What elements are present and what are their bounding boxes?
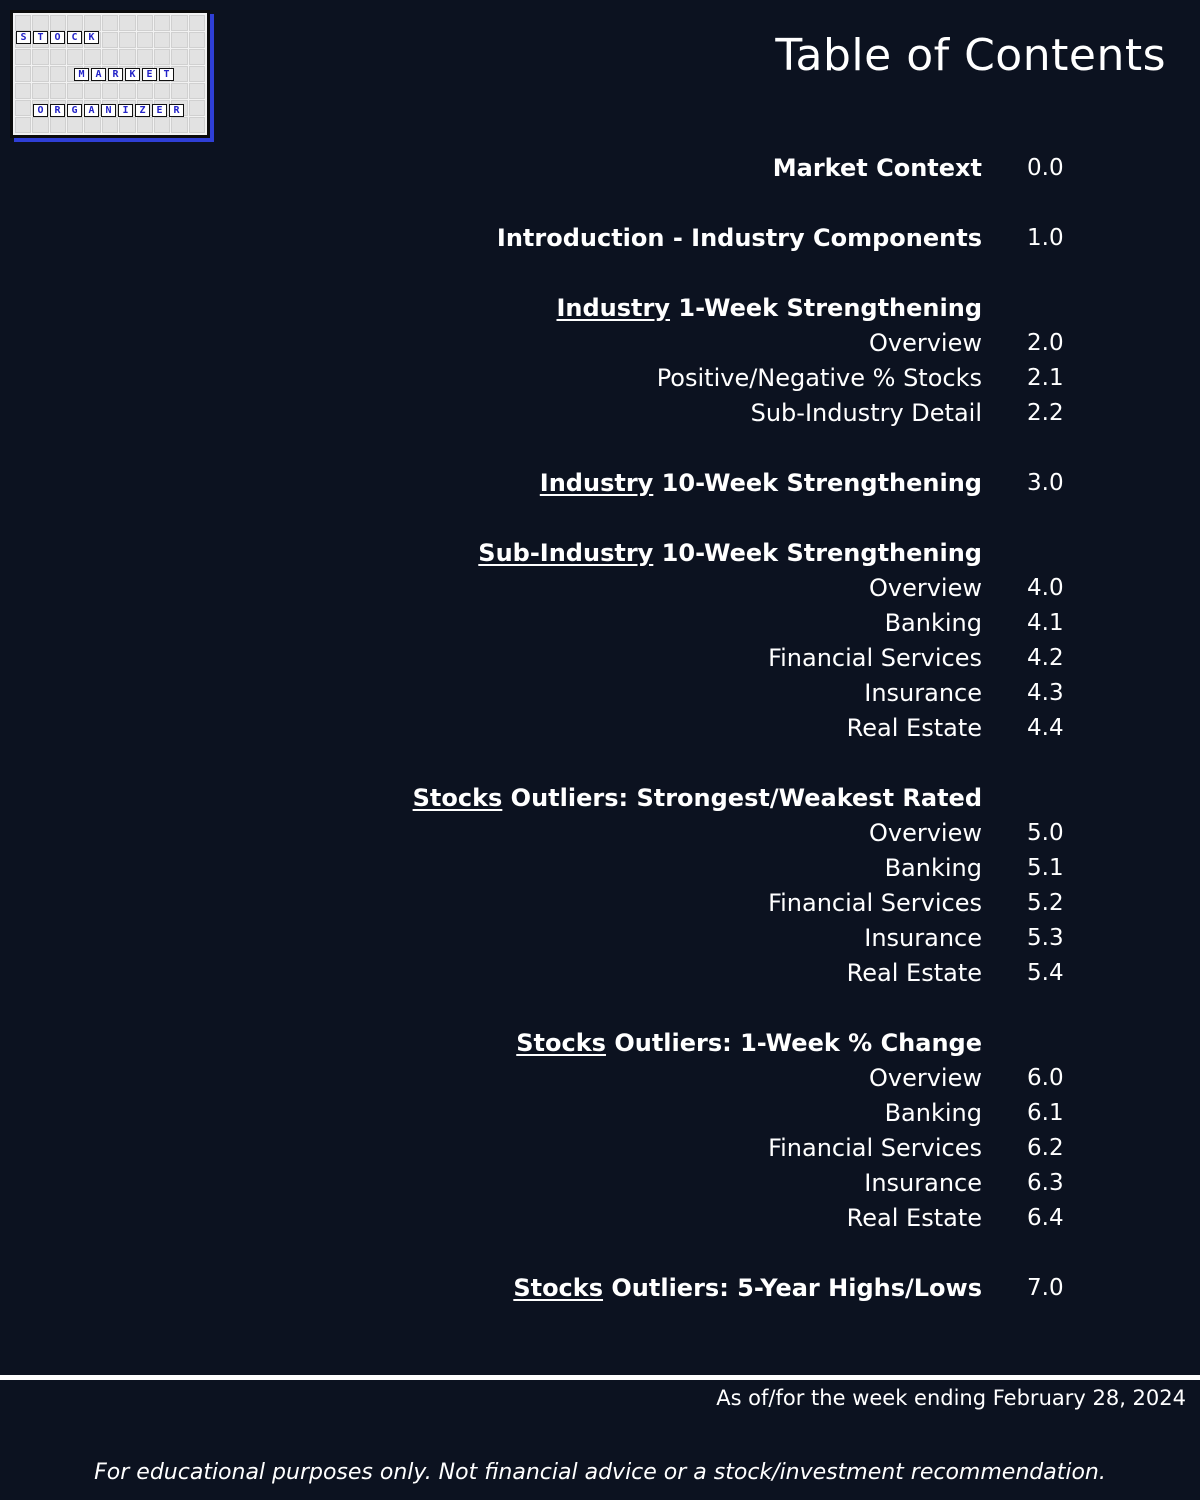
toc-section-row (0, 1270, 1200, 1305)
toc-entry-label (478, 539, 982, 567)
toc-section-row (0, 290, 1200, 325)
logo-grid-cell (15, 15, 31, 31)
toc-entry-number: 5.2 (1027, 889, 1064, 916)
logo-grid-cell (84, 49, 100, 65)
toc-subsection-row (0, 570, 1200, 605)
logo-letter-tile: R (108, 68, 123, 81)
logo-letter-tile: I (118, 104, 133, 117)
toc-entry-label (413, 784, 982, 812)
toc-entry-label (847, 959, 982, 987)
logo-grid-cell (32, 83, 48, 99)
toc-entry-label (864, 679, 982, 707)
logo-grid-cell (50, 66, 66, 82)
stock-market-organizer-logo (10, 10, 210, 138)
toc-entry-label (847, 1204, 982, 1232)
toc-subsection-row (0, 955, 1200, 990)
toc-subsection-row (0, 815, 1200, 850)
logo-word-stock (16, 31, 99, 44)
toc-section-row (0, 465, 1200, 500)
logo-grid-cell (189, 66, 205, 82)
toc-entry-number: 6.1 (1027, 1099, 1064, 1126)
toc-entry-title: Outliers: 5-Year Highs/Lows (603, 1273, 982, 1302)
toc-entry-title: Banking (884, 853, 982, 882)
toc-subsection-row (0, 325, 1200, 360)
toc-subsection-row (0, 605, 1200, 640)
toc-entry-label (751, 399, 982, 427)
toc-entry-label (540, 469, 982, 497)
toc-entry-number: 3.0 (1027, 469, 1064, 496)
logo-grid-cell (15, 49, 31, 65)
logo-grid-cell (189, 49, 205, 65)
logo-grid-cell (15, 117, 31, 133)
logo-letter-tile: G (67, 104, 82, 117)
toc-entry-title: Real Estate (846, 713, 982, 742)
logo-grid-cell (15, 66, 31, 82)
toc-subsection-row (0, 1060, 1200, 1095)
logo-grid-cell (171, 15, 187, 31)
toc-subsection-row (0, 1165, 1200, 1200)
toc-entry-label (869, 1064, 982, 1092)
logo-letter-tile: N (101, 104, 116, 117)
logo-letter-tile: A (84, 104, 99, 117)
toc-entry-title: Overview (869, 1063, 982, 1092)
toc-entry-category: Stocks (513, 1273, 604, 1302)
toc-entry-category: Sub-Industry (478, 538, 654, 567)
logo-grid-cell (189, 117, 205, 133)
toc-entry-title: Financial Services (768, 643, 982, 672)
table-of-contents (0, 150, 1200, 1305)
toc-entry-label (556, 294, 982, 322)
toc-entry-label (657, 364, 982, 392)
logo-word-market (74, 68, 174, 81)
toc-entry-label (513, 1274, 982, 1302)
toc-section-row (0, 220, 1200, 255)
toc-entry-number: 5.4 (1027, 959, 1064, 986)
toc-entry-label (869, 819, 982, 847)
logo-grid-cell (50, 49, 66, 65)
logo-grid-cell (171, 83, 187, 99)
toc-entry-title: Overview (869, 573, 982, 602)
logo-grid-cell (154, 49, 170, 65)
toc-entry-label (869, 329, 982, 357)
logo-grid-cell (32, 66, 48, 82)
toc-entry-label (847, 714, 982, 742)
toc-entry-title: Sub-Industry Detail (750, 398, 982, 427)
toc-entry-number: 0.0 (1027, 154, 1064, 181)
toc-entry-label (869, 574, 982, 602)
toc-subsection-row (0, 675, 1200, 710)
toc-entry-title: 10-Week Strengthening (653, 538, 982, 567)
toc-entry-title: Financial Services (768, 888, 982, 917)
logo-grid-cell (137, 83, 153, 99)
logo-grid-cell (154, 117, 170, 133)
logo-grid-cell (137, 32, 153, 48)
logo-letter-tile: O (33, 104, 48, 117)
toc-entry-title: 1-Week Strengthening (670, 293, 982, 322)
toc-entry-title: Overview (869, 328, 982, 357)
toc-entry-title: Financial Services (768, 1133, 982, 1162)
toc-entry-title: Insurance (864, 923, 982, 952)
toc-entry-title: Outliers: Strongest/Weakest Rated (502, 783, 982, 812)
toc-entry-number: 7.0 (1027, 1274, 1064, 1301)
logo-grid-cell (15, 83, 31, 99)
toc-entry-label (885, 609, 982, 637)
logo-grid-cell (189, 15, 205, 31)
toc-subsection-row (0, 1095, 1200, 1130)
logo-letter-tile: O (50, 31, 65, 44)
toc-entry-title: Overview (869, 818, 982, 847)
logo-grid-cell (189, 100, 205, 116)
logo-grid-cell (137, 15, 153, 31)
toc-entry-title: 10-Week Strengthening (653, 468, 982, 497)
logo-grid-cell (154, 32, 170, 48)
logo-grid-cell (32, 117, 48, 133)
toc-subsection-row (0, 710, 1200, 745)
logo-grid-cell (154, 15, 170, 31)
toc-subsection-row (0, 1200, 1200, 1235)
toc-entry-title: Banking (884, 608, 982, 637)
toc-entry-number: 6.4 (1027, 1204, 1064, 1231)
toc-subsection-row (0, 640, 1200, 675)
logo-grid-cell (15, 100, 31, 116)
toc-entry-title: Outliers: 1-Week % Change (605, 1028, 982, 1057)
toc-entry-label (864, 1169, 982, 1197)
toc-subsection-row (0, 885, 1200, 920)
toc-entry-category: Industry (556, 293, 671, 322)
logo-grid-cell (84, 117, 100, 133)
logo-grid-cell (102, 15, 118, 31)
toc-entry-number: 2.2 (1027, 399, 1064, 426)
logo-grid-cell (50, 117, 66, 133)
toc-entry-number: 6.3 (1027, 1169, 1064, 1196)
logo-grid-cell (102, 83, 118, 99)
toc-entry-number: 5.3 (1027, 924, 1064, 951)
logo-letter-tile: T (159, 68, 174, 81)
logo-grid-cell (67, 117, 83, 133)
toc-entry-title: Banking (884, 1098, 982, 1127)
toc-section-row (0, 1025, 1200, 1060)
toc-entry-number: 5.1 (1027, 854, 1064, 881)
toc-entry-number: 4.3 (1027, 679, 1064, 706)
toc-entry-number: 6.2 (1027, 1134, 1064, 1161)
toc-entry-number: 5.0 (1027, 819, 1064, 846)
logo-grid-cell (84, 83, 100, 99)
toc-entry-title: Positive/Negative % Stocks (656, 363, 982, 392)
toc-subsection-row (0, 1130, 1200, 1165)
logo-letter-tile: Z (135, 104, 150, 117)
footer-divider (0, 1375, 1200, 1380)
toc-entry-number: 6.0 (1027, 1064, 1064, 1091)
logo-grid-cell (171, 117, 187, 133)
toc-entry-number: 1.0 (1027, 224, 1064, 251)
toc-entry-label (516, 1029, 982, 1057)
toc-entry-title: Introduction - Industry Components (496, 223, 982, 252)
logo-letter-tile: R (169, 104, 184, 117)
toc-subsection-row (0, 920, 1200, 955)
logo-grid-cell (119, 117, 135, 133)
logo-grid-cell (32, 49, 48, 65)
logo-grid-cell (67, 49, 83, 65)
toc-entry-title: Real Estate (846, 958, 982, 987)
logo-letter-tile: K (125, 68, 140, 81)
logo-grid-cell (119, 15, 135, 31)
toc-section-row (0, 780, 1200, 815)
logo-grid-cell (50, 83, 66, 99)
toc-entry-label (497, 224, 982, 252)
toc-entry-title: Market Context (772, 153, 982, 182)
toc-entry-title: Insurance (864, 1168, 982, 1197)
toc-entry-number: 4.1 (1027, 609, 1064, 636)
toc-entry-title: Real Estate (846, 1203, 982, 1232)
toc-subsection-row (0, 395, 1200, 430)
toc-subsection-row (0, 850, 1200, 885)
logo-letter-tile: R (50, 104, 65, 117)
logo-grid-cell (102, 49, 118, 65)
toc-entry-category: Stocks (516, 1028, 606, 1057)
toc-entry-label (864, 924, 982, 952)
logo-grid-cell (189, 32, 205, 48)
toc-entry-label (768, 889, 982, 917)
toc-entry-label (773, 154, 982, 182)
toc-subsection-row (0, 360, 1200, 395)
toc-entry-number: 4.2 (1027, 644, 1064, 671)
logo-grid-cell (119, 49, 135, 65)
toc-entry-category: Industry (539, 468, 654, 497)
logo-grid-cell (137, 117, 153, 133)
toc-entry-number: 4.0 (1027, 574, 1064, 601)
toc-entry-number: 2.1 (1027, 364, 1064, 391)
logo-letter-tile: E (152, 104, 167, 117)
logo-grid-cell (102, 32, 118, 48)
logo-grid-cell (50, 15, 66, 31)
logo-letter-tile: S (16, 31, 31, 44)
toc-entry-number: 4.4 (1027, 714, 1064, 741)
logo-letter-tile: E (142, 68, 157, 81)
toc-entry-label (885, 854, 982, 882)
logo-grid-cell (137, 49, 153, 65)
logo-letter-tile: A (91, 68, 106, 81)
toc-section-row (0, 535, 1200, 570)
toc-section-row (0, 150, 1200, 185)
toc-entry-label (768, 644, 982, 672)
logo-grid-cell (154, 83, 170, 99)
logo-grid-cell (102, 117, 118, 133)
toc-entry-label (768, 1134, 982, 1162)
logo-grid-cell (171, 32, 187, 48)
logo-letter-tile: T (33, 31, 48, 44)
page-title: Table of Contents (775, 30, 1166, 81)
logo-letter-tile: C (67, 31, 82, 44)
as-of-date: As of/for the week ending February 28, 2024 (716, 1386, 1186, 1410)
logo-letter-tile: K (84, 31, 99, 44)
logo-grid-cell (189, 83, 205, 99)
logo-grid-cell (119, 83, 135, 99)
logo-grid-cell (84, 15, 100, 31)
toc-entry-label (885, 1099, 982, 1127)
toc-entry-number: 2.0 (1027, 329, 1064, 356)
disclaimer: For educational purposes only. Not financial advice or a stock/investment recommendation. (94, 1460, 1106, 1485)
logo-grid-cell (171, 49, 187, 65)
toc-entry-title: Insurance (864, 678, 982, 707)
logo-letter-tile: M (74, 68, 89, 81)
logo-word-organizer (33, 104, 184, 117)
logo-grid-cell (67, 15, 83, 31)
logo-grid-cell (119, 32, 135, 48)
logo-grid-cell (67, 83, 83, 99)
logo-grid-cell (32, 15, 48, 31)
toc-entry-category: Stocks (412, 783, 503, 812)
